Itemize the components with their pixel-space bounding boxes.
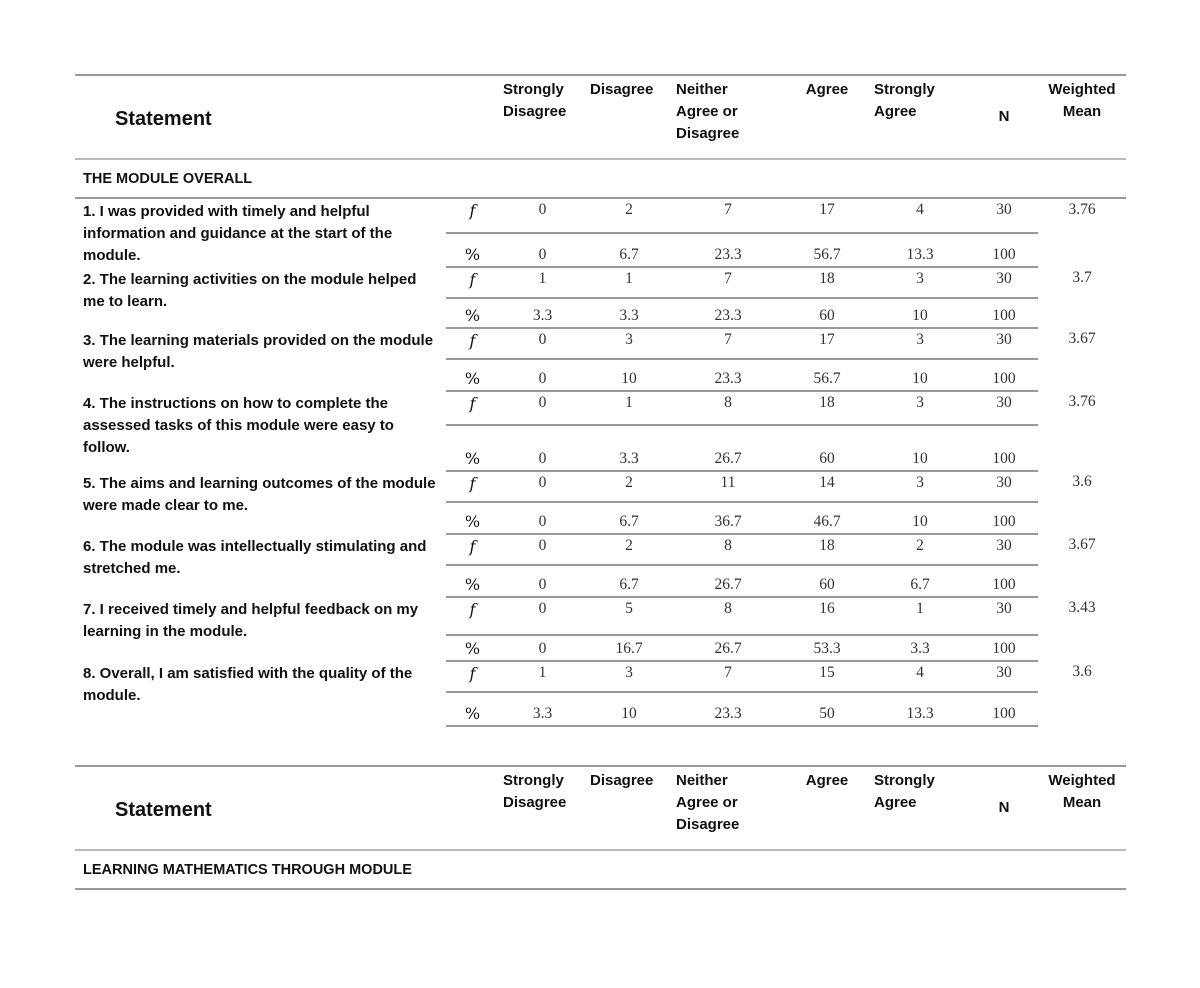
- percent-cell: 0: [499, 565, 586, 597]
- percent-cell: 53.3: [784, 635, 870, 661]
- percent-cell: 0: [499, 635, 586, 661]
- frequency-symbol: f: [446, 597, 499, 635]
- table-row: [75, 391, 1126, 425]
- weighted-mean-cell: 3.7: [1072, 269, 1092, 286]
- frequency-cell: 1: [870, 597, 970, 635]
- n-header: N: [998, 108, 1010, 125]
- learning-mathematics-table: [75, 765, 1126, 890]
- percent-cell: 3.3: [870, 635, 970, 661]
- frequency-cell: 0: [499, 597, 586, 635]
- frequency-cell: 1: [499, 661, 586, 692]
- section-title: THE MODULE OVERALL: [75, 159, 1126, 198]
- strongly-disagree-header: Strongly Disagree: [503, 81, 567, 120]
- table-row: [75, 471, 1126, 502]
- frequency-symbol: f: [446, 391, 499, 425]
- weighted-mean-cell: 3.6: [1072, 473, 1092, 490]
- neither-header: Neither Agree or Disagree: [676, 772, 740, 833]
- frequency-cell: 3: [870, 471, 970, 502]
- table-header-row: [75, 766, 1126, 850]
- frequency-cell: 4: [870, 661, 970, 692]
- frequency-cell: 1: [499, 267, 586, 298]
- statement-text: 3. The learning materials provided on the module were helpful.: [83, 332, 434, 371]
- percent-cell: 3.3: [586, 425, 672, 471]
- statement-header: Statement: [115, 798, 212, 821]
- table-row: [75, 198, 1126, 233]
- percent-cell: 10: [870, 359, 970, 391]
- percent-cell: 10: [586, 359, 672, 391]
- frequency-symbol: f: [446, 328, 499, 359]
- strongly-agree-header: Strongly Agree: [874, 772, 935, 811]
- frequency-symbol: f: [446, 267, 499, 298]
- statement-text: 2. The learning activities on the module helped me to learn.: [83, 271, 417, 310]
- frequency-cell: 0: [499, 391, 586, 425]
- percent-cell: 16.7: [586, 635, 672, 661]
- frequency-cell: 8: [672, 597, 784, 635]
- percent-symbol: %: [446, 692, 499, 726]
- frequency-cell: 0: [499, 328, 586, 359]
- percent-cell: 10: [870, 502, 970, 534]
- frequency-symbol: f: [446, 471, 499, 502]
- frequency-cell: 1: [586, 391, 672, 425]
- frequency-cell: 30: [970, 534, 1038, 565]
- percent-cell: 60: [784, 298, 870, 328]
- table-row: [75, 534, 1126, 565]
- frequency-cell: 17: [784, 328, 870, 359]
- neither-header: Neither Agree or Disagree: [676, 81, 740, 142]
- agree-header: Agree: [805, 81, 849, 98]
- percent-cell: 6.7: [586, 565, 672, 597]
- percent-cell: 0: [499, 359, 586, 391]
- percent-cell: 100: [970, 233, 1038, 267]
- percent-cell: 100: [970, 635, 1038, 661]
- weighted-mean-header: Weighted Mean: [1048, 81, 1116, 120]
- percent-cell: 56.7: [784, 233, 870, 267]
- percent-cell: 100: [970, 692, 1038, 726]
- percent-cell: 100: [970, 502, 1038, 534]
- frequency-cell: 30: [970, 391, 1038, 425]
- weighted-mean-cell: 3.76: [1068, 201, 1096, 218]
- percent-cell: 10: [870, 425, 970, 471]
- percent-symbol: %: [446, 502, 499, 534]
- disagree-header: Disagree: [590, 81, 654, 98]
- frequency-cell: 3: [586, 328, 672, 359]
- frequency-cell: 30: [970, 471, 1038, 502]
- frequency-cell: 18: [784, 534, 870, 565]
- percent-cell: 36.7: [672, 502, 784, 534]
- frequency-cell: 5: [586, 597, 672, 635]
- frequency-symbol: f: [469, 201, 476, 220]
- percent-cell: 0: [499, 233, 586, 267]
- percent-cell: 46.7: [784, 502, 870, 534]
- weighted-mean-cell: 3.6: [1072, 663, 1092, 680]
- percent-cell: 3.3: [586, 298, 672, 328]
- percent-cell: 50: [784, 692, 870, 726]
- frequency-cell: 3: [870, 267, 970, 298]
- disagree-header: Disagree: [590, 772, 654, 789]
- percent-cell: 23.3: [672, 692, 784, 726]
- percent-cell: 100: [970, 565, 1038, 597]
- statement-text: 5. The aims and learning outcomes of the module were made clear to me.: [83, 475, 436, 514]
- frequency-cell: 11: [672, 471, 784, 502]
- frequency-cell: 15: [784, 661, 870, 692]
- n-header: N: [998, 799, 1010, 816]
- percent-cell: 23.3: [672, 359, 784, 391]
- survey-document: [75, 74, 1126, 890]
- frequency-cell: 30: [970, 661, 1038, 692]
- percent-cell: 26.7: [672, 425, 784, 471]
- table-row: [75, 661, 1126, 692]
- frequency-cell: 2: [586, 534, 672, 565]
- weighted-mean-cell: 3.67: [1068, 536, 1096, 553]
- table-row: [75, 267, 1126, 298]
- frequency-cell: 2: [625, 201, 633, 218]
- module-overall-table: [75, 74, 1126, 727]
- section-title: LEARNING MATHEMATICS THROUGH MODULE: [75, 850, 1126, 889]
- frequency-cell: 18: [784, 391, 870, 425]
- frequency-cell: 0: [499, 534, 586, 565]
- percent-cell: 0: [499, 502, 586, 534]
- frequency-cell: 7: [672, 661, 784, 692]
- statement-header: Statement: [115, 107, 212, 130]
- frequency-cell: 30: [970, 328, 1038, 359]
- percent-symbol: %: [446, 635, 499, 661]
- percent-cell: 0: [499, 425, 586, 471]
- percent-cell: 23.3: [672, 298, 784, 328]
- weighted-mean-cell: 3.67: [1068, 330, 1096, 347]
- statement-text: 6. The module was intellectually stimulating and stretched me.: [83, 538, 427, 577]
- frequency-cell: 7: [724, 201, 732, 218]
- frequency-symbol: f: [446, 661, 499, 692]
- frequency-cell: 30: [996, 201, 1012, 218]
- frequency-cell: 7: [672, 267, 784, 298]
- frequency-cell: 30: [970, 597, 1038, 635]
- weighted-mean-cell: 3.76: [1068, 393, 1096, 410]
- percent-cell: 26.7: [672, 565, 784, 597]
- percent-symbol: %: [446, 233, 499, 267]
- percent-cell: 3.3: [499, 692, 586, 726]
- frequency-symbol: f: [446, 534, 499, 565]
- percent-cell: 56.7: [784, 359, 870, 391]
- frequency-cell: 3: [870, 328, 970, 359]
- percent-cell: 6.7: [870, 565, 970, 597]
- section-title-row: [75, 159, 1126, 198]
- percent-symbol: %: [446, 298, 499, 328]
- statement-text: 7. I received timely and helpful feedback on my learning in the module.: [83, 601, 419, 640]
- strongly-agree-header: Strongly Agree: [874, 81, 935, 120]
- table-row: [75, 597, 1126, 635]
- percent-symbol: %: [446, 565, 499, 597]
- frequency-cell: 8: [672, 534, 784, 565]
- percent-cell: 23.3: [672, 233, 784, 267]
- frequency-cell: 2: [586, 471, 672, 502]
- percent-cell: 6.7: [586, 502, 672, 534]
- percent-cell: 100: [970, 425, 1038, 471]
- strongly-disagree-header: Strongly Disagree: [503, 772, 567, 811]
- frequency-cell: 8: [672, 391, 784, 425]
- percent-symbol: %: [446, 425, 499, 471]
- frequency-cell: 17: [819, 201, 835, 218]
- statement-text: 1. I was provided with timely and helpful information and guidance at the start of the module.: [83, 203, 393, 264]
- frequency-cell: 14: [784, 471, 870, 502]
- table-header-row: [75, 75, 1126, 159]
- frequency-cell: 0: [499, 471, 586, 502]
- percent-cell: 6.7: [586, 233, 672, 267]
- frequency-cell: 18: [784, 267, 870, 298]
- percent-cell: 26.7: [672, 635, 784, 661]
- percent-symbol: %: [446, 359, 499, 391]
- frequency-cell: 0: [538, 201, 547, 218]
- percent-cell: 13.3: [870, 692, 970, 726]
- percent-cell: 10: [586, 692, 672, 726]
- percent-cell: 100: [970, 359, 1038, 391]
- frequency-cell: 3: [586, 661, 672, 692]
- percent-cell: 10: [870, 298, 970, 328]
- percent-cell: 60: [784, 565, 870, 597]
- percent-cell: 100: [970, 298, 1038, 328]
- weighted-mean-header: Weighted Mean: [1048, 772, 1116, 811]
- frequency-cell: 3: [870, 391, 970, 425]
- frequency-cell: 1: [586, 267, 672, 298]
- statement-text: 4. The instructions on how to complete the assessed tasks of this module were easy to follow.: [83, 395, 394, 456]
- frequency-cell: 2: [870, 534, 970, 565]
- table-row: [75, 328, 1126, 359]
- frequency-cell: 4: [916, 201, 924, 218]
- percent-cell: 3.3: [499, 298, 586, 328]
- percent-cell: 60: [784, 425, 870, 471]
- section-title-row: [75, 850, 1126, 889]
- frequency-cell: 16: [784, 597, 870, 635]
- weighted-mean-cell: 3.43: [1068, 599, 1096, 616]
- statement-text: 8. Overall, I am satisfied with the quality of the module.: [83, 665, 413, 704]
- frequency-cell: 7: [672, 328, 784, 359]
- percent-cell: 13.3: [870, 233, 970, 267]
- frequency-cell: 30: [970, 267, 1038, 298]
- agree-header: Agree: [805, 772, 849, 789]
